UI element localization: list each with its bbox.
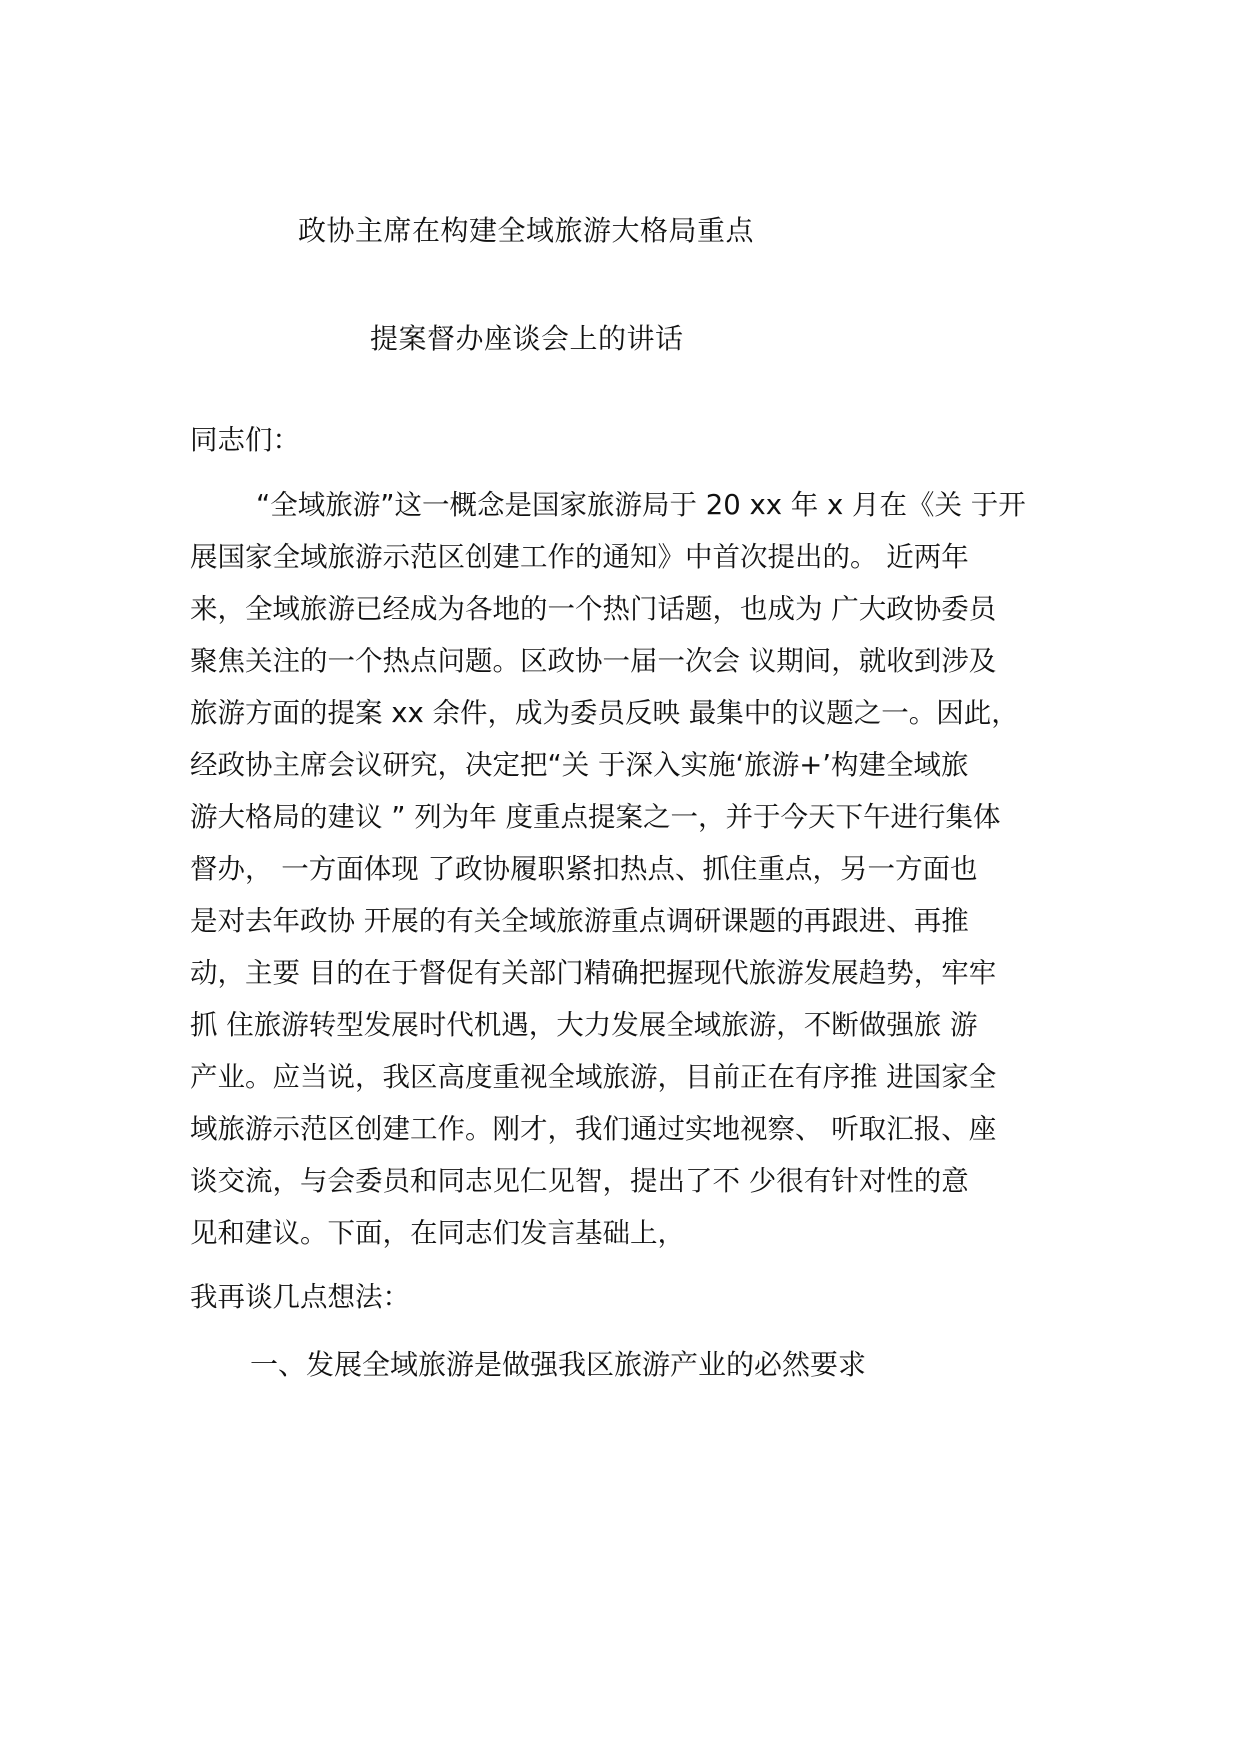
document-title-line-1: 政协主席在构建全域旅游大格局重点 <box>298 214 755 247</box>
paragraph-line: 聚焦关注的一个热点问题。区政协一届一次会 议期间，就收到涉及 <box>190 645 997 677</box>
paragraph-line: 谈交流，与会委员和同志见仁见智，提出了不 少很有针对性的意 <box>190 1165 969 1197</box>
paragraph-line: 是对去年政协 开展的有关全域旅游重点调研课题的再跟进、再推 <box>190 905 969 937</box>
paragraph-line: 督办， 一方面体现 了政协履职紧扣热点、抓住重点，另一方面也 <box>190 853 978 885</box>
salutation: 同志们： <box>190 424 300 456</box>
paragraph-line: 经政协主席会议研究，决定把“关 于深入实施‘旅游+’构建全域旅 <box>190 749 969 781</box>
paragraph-line: 见和建议。下面，在同志们发言基础上， <box>190 1217 685 1249</box>
paragraph-line: 旅游方面的提案 xx 余件，成为委员反映 最集中的议题之一。因此， <box>190 697 1019 729</box>
document-title-line-2: 提案督办座谈会上的讲话 <box>370 322 684 355</box>
paragraph-line: 展国家全域旅游示范区创建工作的通知》中首次提出的。 近两年 <box>190 541 969 573</box>
paragraph-line: 动，主要 目的在于督促有关部门精确把握现代旅游发展趋势，牢牢 <box>190 957 997 989</box>
paragraph-line: 域旅游示范区创建工作。刚才，我们通过实地视察、 听取汇报、座 <box>190 1113 997 1145</box>
paragraph-line: 产业。应当说，我区高度重视全域旅游，目前正在有序推 进国家全 <box>190 1061 997 1093</box>
section-heading: 一、发展全域旅游是做强我区旅游产业的必然要求 <box>250 1348 867 1381</box>
paragraph-line: “全域旅游”这一概念是国家旅游局于 20 xx 年 x 月在《关 于开 <box>256 489 1026 521</box>
paragraph-line: 来，全域旅游已经成为各地的一个热门话题，也成为 广大政协委员 <box>190 593 997 625</box>
paragraph-line: 抓 住旅游转型发展时代机遇，大力发展全域旅游，不断做强旅 游 <box>190 1009 978 1041</box>
paragraph-line: 游大格局的建议 ” 列为年 度重点提案之一，并于今天下午进行集体 <box>190 801 1001 833</box>
closing-line: 我再谈几点想法： <box>190 1281 410 1313</box>
